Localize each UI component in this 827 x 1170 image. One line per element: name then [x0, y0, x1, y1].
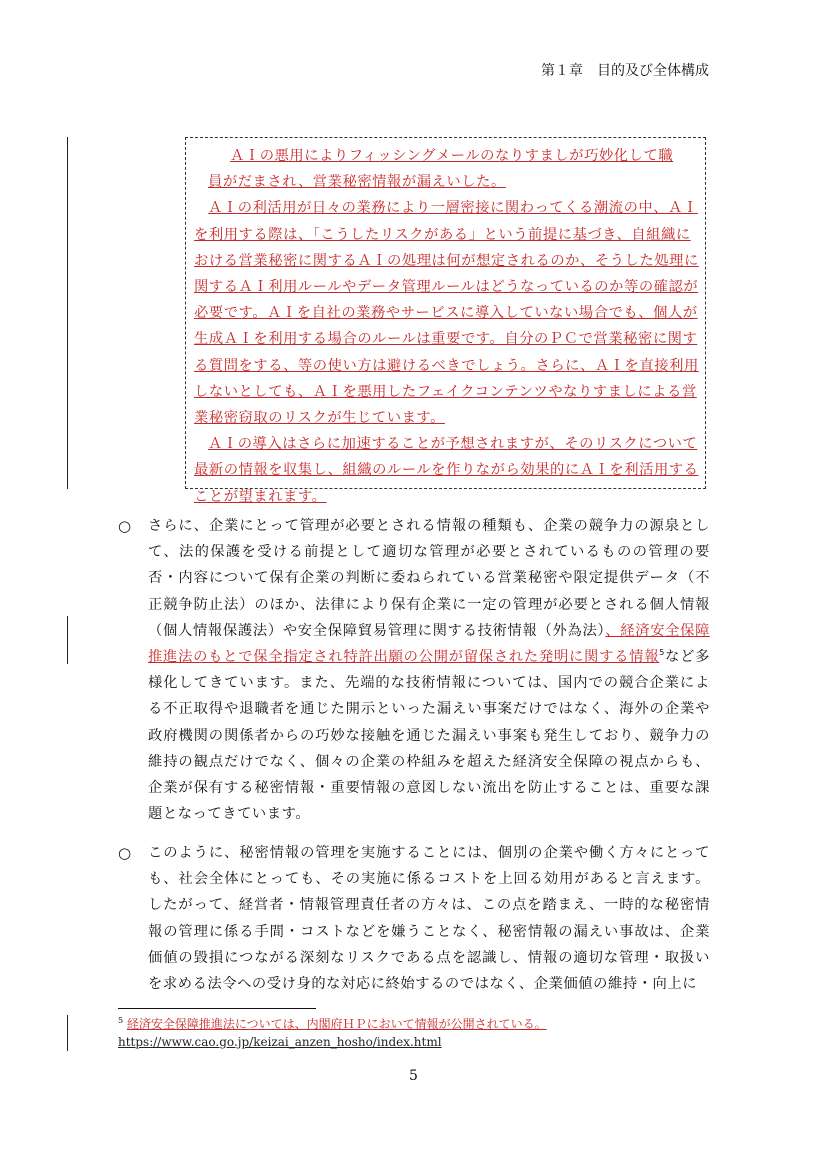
revised-text: 、経済安全保障推進法のもとで保全指定され特許出願の公開が留保された発明に関する情報 — [148, 622, 710, 666]
footnote-rule — [118, 1008, 316, 1009]
box-paragraph-2: ＡＩの利活用が日々の業務により一層密接に関わってくる潮流の中、ＡＩを利用する際は、「こうしたリスクがある」という前提に基づき、自組織における営業秘密に関するＡＩの処理は何が想定されるのか、そうした処理に関するＡＩ利用ルールやデータ管理ルールはどうなっているのか等の確認が必要です。ＡＩを自社の業務やサービスに導入していない場合でも、個人が生成ＡＩを利用する場合のルールは重要です。自分のＰＣで営業秘密に関する質問をする、等の使い方は避けるべきでしょう。さらに、ＡＩを直接利用しないとしても、ＡＩを悪用したフェイクコンテンツやなりすましによる営業秘密窃取のリスクが生じています。 — [194, 200, 699, 427]
revision-bar — [67, 1015, 68, 1051]
page-number: 5 — [409, 1068, 418, 1084]
bullet-mark: ○ — [118, 844, 132, 862]
chapter-header: 第１章 目的及び全体構成 — [541, 63, 709, 79]
bullet-paragraph-1 — [118, 513, 710, 827]
bullet-paragraph-2 — [118, 840, 710, 997]
footnote-text: 経済安全保障推進法については、内閣府ＨＰにおいて情報が公開されている。 — [126, 1017, 547, 1031]
bullet-text — [148, 513, 710, 827]
ai-risk-box — [185, 137, 706, 505]
box-line-2: 員がだまされ、営業秘密情報が漏えいした。 — [208, 174, 506, 191]
footnote-number: 5 — [118, 1016, 124, 1025]
body-text: など多様化してきています。また、先端的な技術情報については、国内での競合企業による不正取得や退職者を通じた開示といった漏えい事案だけではなく、海外の企業や政府機関の関係者からの巧妙な接触を通じた漏えい事案も発生しており、競争力の維持の観点だけでなく、個々の企業の枠組みを超えた経済安全保障の視点からも、企業が保有する秘密情報・重要情報の意図しない流出を防止することは、重要な課題となってきています。 — [148, 649, 710, 823]
box-paragraph-3: ＡＩの導入はさらに加速することが予想されますが、そのリスクについて最新の情報を収集し、組織のルールを作りながら効果的にＡＩを利活用することが望まれます。 — [194, 436, 699, 505]
footnote-ref: 5 — [659, 648, 665, 658]
bullet-mark: ○ — [118, 517, 132, 535]
footnote — [118, 1015, 547, 1051]
revision-bar — [67, 137, 68, 489]
box-line-1: ＡＩの悪用によりフィッシングメールのなりすましが巧妙化して職 — [230, 148, 674, 164]
bullet-text: このように、秘密情報の管理を実施することには、個別の企業や働く方々にとっても、社会全体にとっても、その実施に係るコストを上回る効用があると言えます。したがって、経営者・情報管理責任者の方々は、この点を踏まえ、一時的な秘密情報の管理に係る手間・コストなどを嫌うことなく、秘密情報の漏えい事故は、企業価値の毀損につながる深刻なリスクである点を認識し、情報の適切な管理・取扱いを求める法令への受け身的な対応に終始するのではなく、企業価値の維持・向上に — [148, 845, 710, 993]
revision-bar — [67, 616, 68, 664]
footnote-link[interactable]: https://www.cao.go.jp/keizai_anzen_hosho/index.html — [118, 1035, 442, 1049]
body-text: さらに、企業にとって管理が必要とされる情報の種類も、企業の競争力の源泉として、法的保護を受ける前提として適切な管理が必要とされているものの管理の要否・内容について保有企業の判断に委ねられている営業秘密や限定提供データ（不正競争防止法）のほか、法律により保有企業に一定の管理が必要とされる個人情報（個人情報保護法）や安全保障貿易管理に関する技術情報（外為法） — [148, 518, 710, 639]
